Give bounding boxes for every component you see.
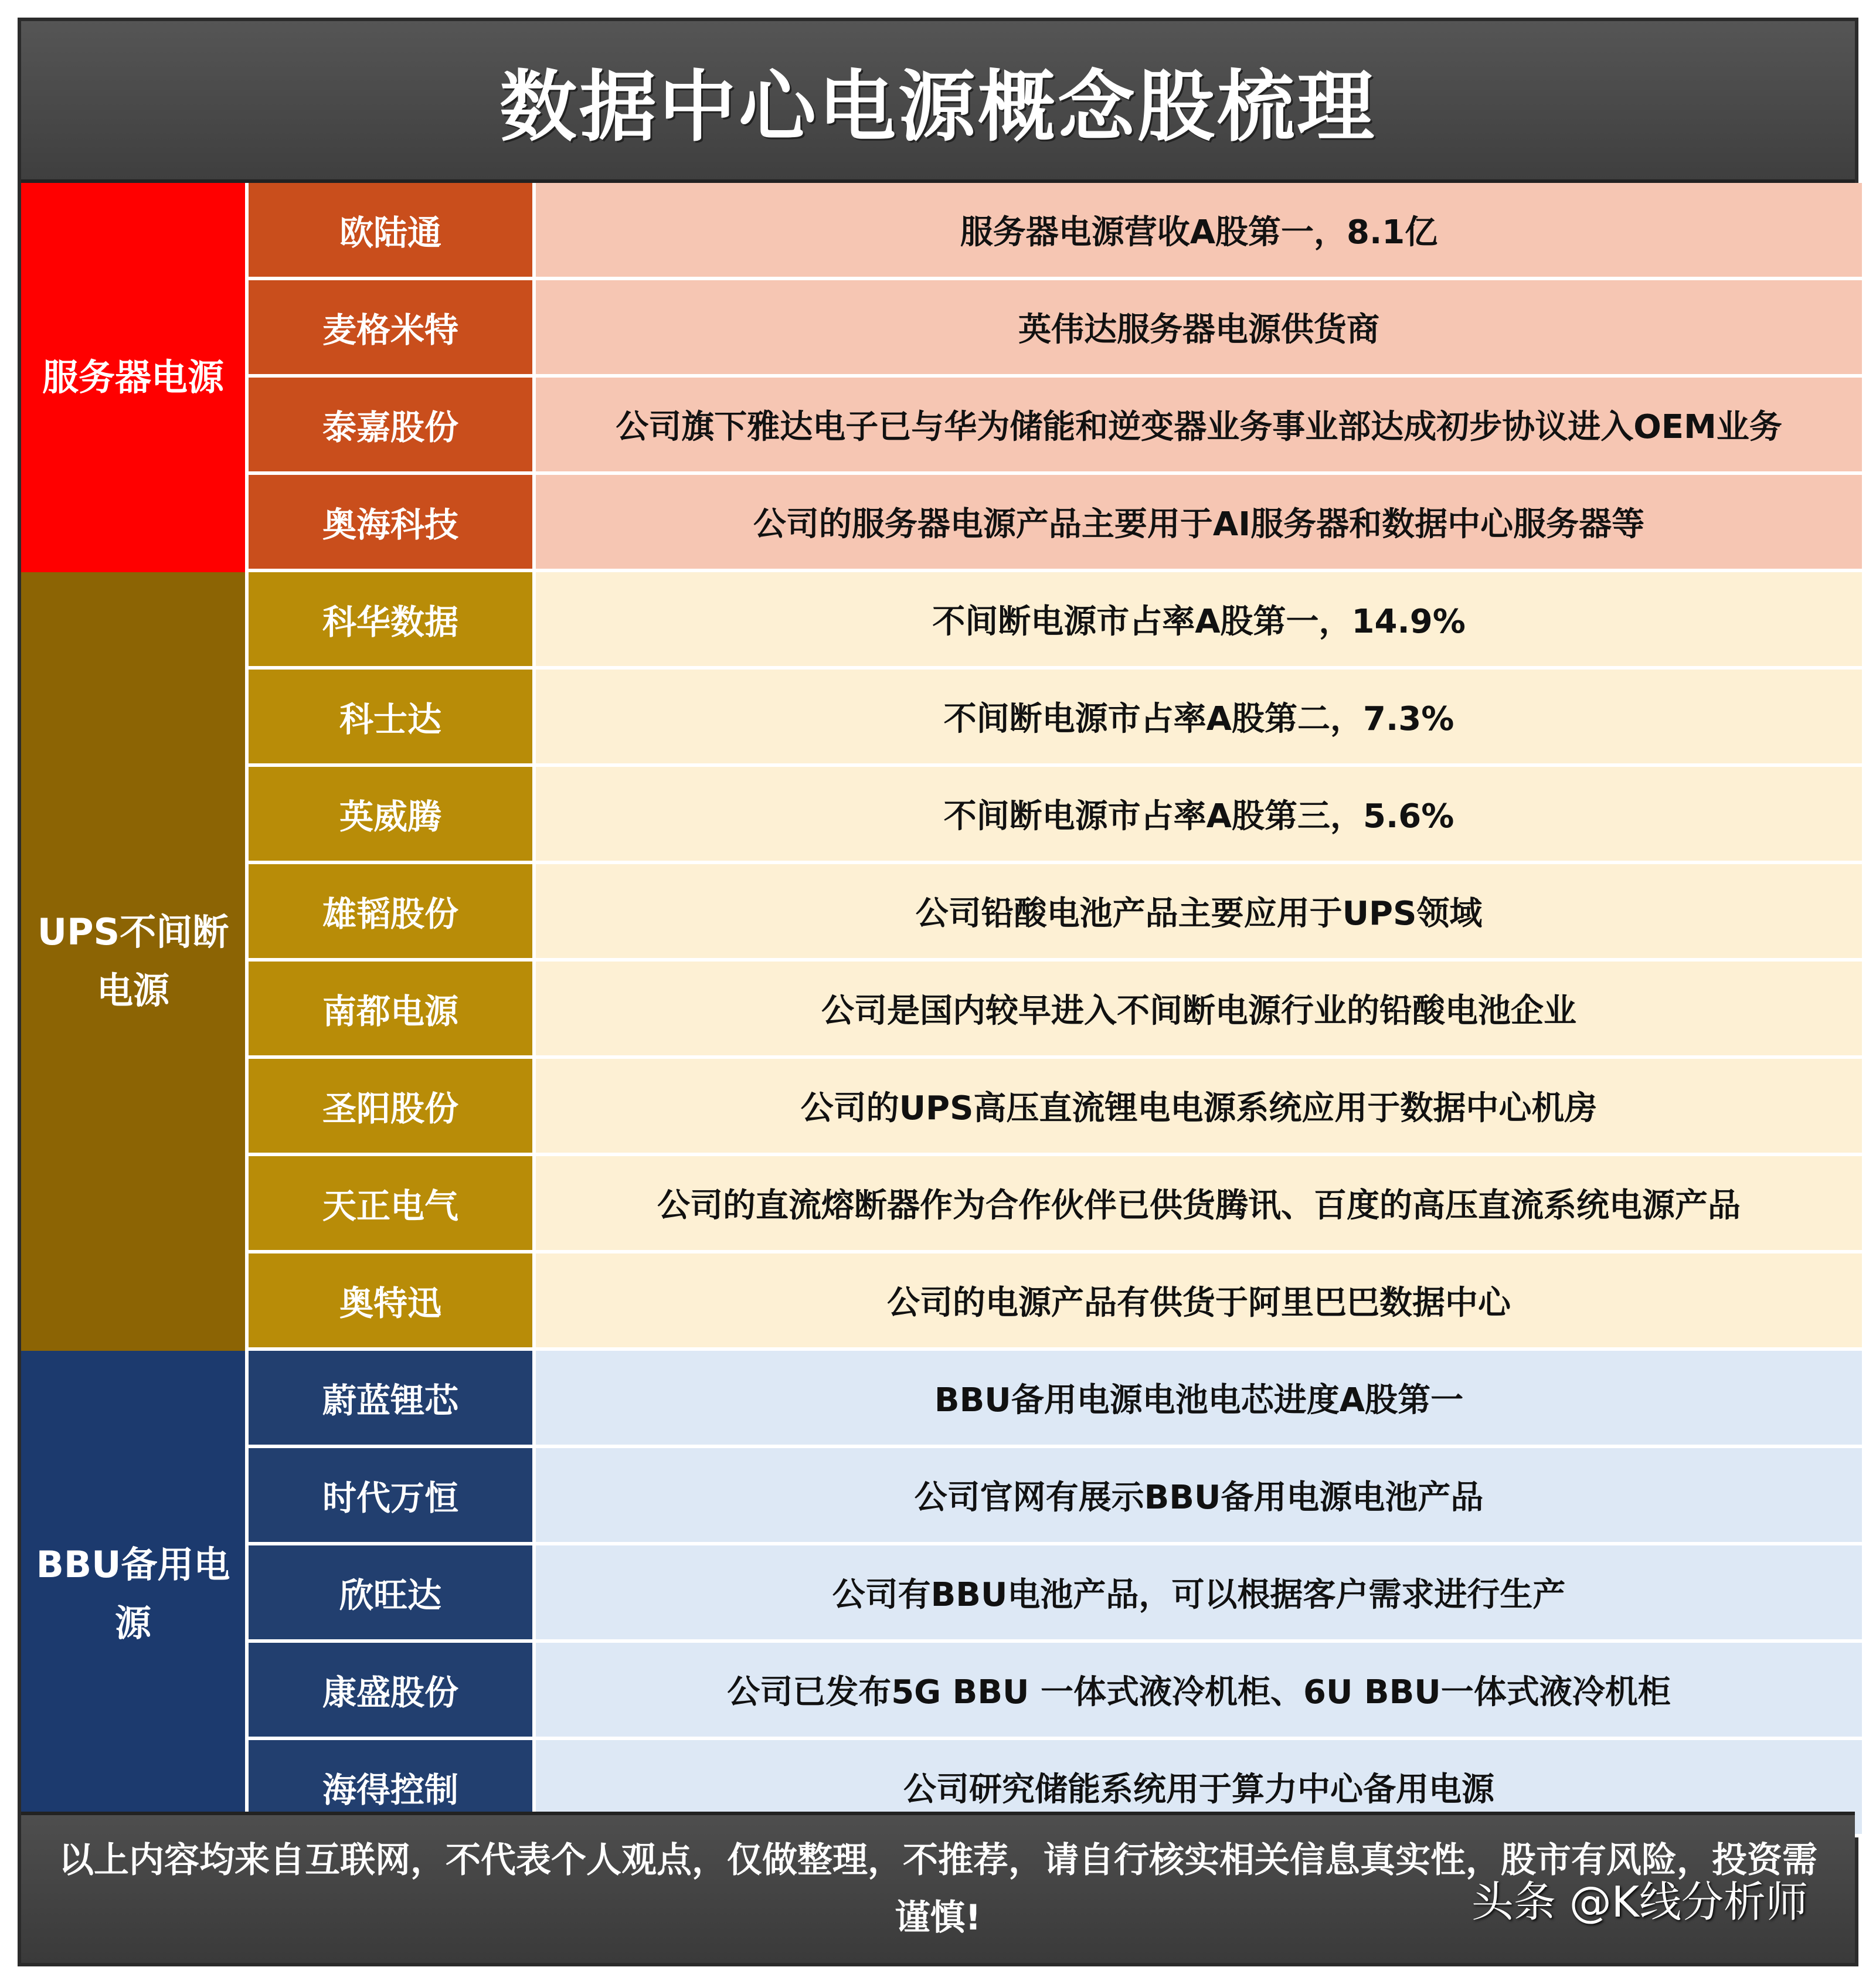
table-row	[249, 962, 1862, 1059]
table-row	[249, 183, 1862, 280]
stock-description: 英伟达服务器电源供货商	[536, 280, 1862, 378]
table-row	[249, 1253, 1862, 1351]
category-group	[21, 572, 1855, 1351]
stock-description: 公司研究储能系统用于算力中心备用电源	[536, 1740, 1862, 1837]
stock-name: 南都电源	[249, 962, 536, 1059]
stock-description: 公司铅酸电池产品主要应用于UPS领域	[536, 864, 1862, 962]
main-frame	[18, 18, 1858, 1966]
author-watermark: 头条 @K线分析师	[1471, 1877, 1808, 1927]
stock-name: 蔚蓝锂芯	[249, 1351, 536, 1448]
stock-name: 海得控制	[249, 1740, 536, 1837]
stock-name: 欧陆通	[249, 183, 536, 280]
stock-name: 天正电气	[249, 1156, 536, 1253]
table-row	[249, 1448, 1862, 1545]
category-group	[21, 183, 1855, 572]
stock-description: BBU备用电源电池电芯进度A股第一	[536, 1351, 1862, 1448]
stock-name: 时代万恒	[249, 1448, 536, 1545]
stock-description: 公司的UPS高压直流锂电电源系统应用于数据中心机房	[536, 1059, 1862, 1156]
stock-description: 不间断电源市占率A股第三，5.6%	[536, 767, 1862, 864]
stock-description: 服务器电源营收A股第一，8.1亿	[536, 183, 1862, 280]
stock-name: 英威腾	[249, 767, 536, 864]
stock-name: 科华数据	[249, 572, 536, 670]
stock-name: 麦格米特	[249, 280, 536, 378]
title-bar	[21, 21, 1855, 183]
stock-name: 欣旺达	[249, 1545, 536, 1643]
category-label: BBU备用电源	[21, 1351, 249, 1837]
table-row	[249, 670, 1862, 767]
table-row	[249, 1059, 1862, 1156]
category-label: 服务器电源	[21, 183, 249, 572]
stock-description: 不间断电源市占率A股第一，14.9%	[536, 572, 1862, 670]
table-row	[249, 1156, 1862, 1253]
table-row	[249, 280, 1862, 378]
stock-name: 雄韬股份	[249, 864, 536, 962]
stock-description: 公司官网有展示BBU备用电源电池产品	[536, 1448, 1862, 1545]
stock-name: 科士达	[249, 670, 536, 767]
table-row	[249, 864, 1862, 962]
stock-description: 公司的直流熔断器作为合作伙伴已供货腾讯、百度的高压直流系统电源产品	[536, 1156, 1862, 1253]
stock-description: 公司是国内较早进入不间断电源行业的铅酸电池企业	[536, 962, 1862, 1059]
category-label: UPS不间断电源	[21, 572, 249, 1351]
disclaimer-text: 以上内容均来自互联网，不代表个人观点，仅做整理，不推荐，请自行核实相关信息真实性，股市有风险，投资需谨慎!	[59, 1840, 1817, 1938]
stock-description: 公司旗下雅达电子已与华为储能和逆变器业务事业部达成初步协议进入OEM业务	[536, 378, 1862, 475]
stock-description: 公司已发布5G BBU 一体式液冷机柜、6U BBU一体式液冷机柜	[536, 1643, 1862, 1740]
stock-description: 公司有BBU电池产品，可以根据客户需求进行生产	[536, 1545, 1862, 1643]
page-title: 数据中心电源概念股梳理	[499, 62, 1377, 152]
table-row	[249, 572, 1862, 670]
stock-description: 公司的电源产品有供货于阿里巴巴数据中心	[536, 1253, 1862, 1351]
stock-name: 康盛股份	[249, 1643, 536, 1740]
table-row	[249, 378, 1862, 475]
table-row	[249, 1545, 1862, 1643]
stock-description: 不间断电源市占率A股第二，7.3%	[536, 670, 1862, 767]
stock-name: 圣阳股份	[249, 1059, 536, 1156]
table-row	[249, 475, 1862, 572]
table-row	[249, 1643, 1862, 1740]
category-group	[21, 1351, 1855, 1837]
stock-description: 公司的服务器电源产品主要用于AI服务器和数据中心服务器等	[536, 475, 1862, 572]
table-row	[249, 767, 1862, 864]
table-row	[249, 1351, 1862, 1448]
stock-name: 奥特迅	[249, 1253, 536, 1351]
stock-name: 奥海科技	[249, 475, 536, 572]
stock-name: 泰嘉股份	[249, 378, 536, 475]
